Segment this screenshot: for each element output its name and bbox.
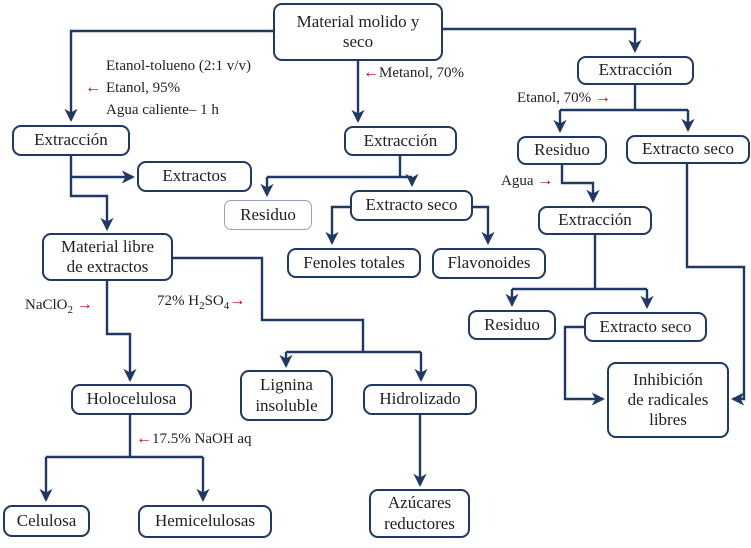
reagent-etanol-70: Etanol, 70% →: [517, 89, 611, 106]
node-hemicelulosas: Hemicelulosas: [138, 505, 272, 538]
edge-extseco-mid-to-flavonoides: [473, 207, 488, 243]
edge-extraccion-left-to-extractos: [71, 156, 133, 177]
red-arrow-left-icon: ←: [363, 64, 379, 81]
node-label: Lignina: [260, 375, 313, 395]
node-fenoles-totales: Fenoles totales: [287, 248, 421, 278]
red-arrow-right-icon: →: [76, 296, 93, 313]
reagent-group-left: [85, 55, 251, 121]
node-label: de extractos: [66, 257, 149, 276]
node-label: Material molido y: [296, 11, 420, 31]
reagent-metanol-70: ←Metanol, 70%: [363, 64, 464, 81]
node-extraccion-mid: Extracción: [344, 126, 457, 156]
edge-residuo-r1-to-extraccion2: [562, 165, 593, 201]
node-label: Azúcares: [387, 493, 452, 513]
node-label: libres: [649, 410, 687, 430]
red-arrow-left-icon: ←: [136, 430, 152, 447]
node-extracto-seco-right2: Extracto seco: [584, 312, 707, 342]
red-arrow-left-icon: ←: [85, 79, 101, 96]
red-arrow-right-icon: →: [537, 172, 554, 189]
node-label: Inhibición: [633, 369, 703, 389]
node-label: insoluble: [255, 395, 318, 415]
node-extraccion-right: Extracción: [577, 56, 694, 85]
reagent-agua: Agua →: [501, 172, 554, 189]
edge-extraccion-left-to-matlibre: [71, 177, 107, 229]
node-material-molido: [273, 3, 443, 61]
node-residuo-right2: Residuo: [468, 310, 556, 340]
node-residuo-mid: Residuo: [224, 200, 312, 230]
node-holocelulosa: Holocelulosa: [71, 384, 192, 415]
node-label: seco: [342, 32, 374, 51]
node-hidrolizado: Hidrolizado: [363, 384, 477, 415]
node-extracto-seco-right1: Extracto seco: [626, 135, 750, 164]
red-arrow-right-icon: →: [594, 89, 611, 106]
edge-matlibre-to-holocelulosa: [107, 281, 130, 380]
node-lignina-insoluble: [240, 370, 333, 421]
node-label: reductores: [384, 513, 455, 533]
node-extractos: Extractos: [137, 161, 252, 192]
reagent-etanol-95: ← Etanol, 95%: [85, 77, 251, 99]
node-residuo-right1: Residuo: [517, 136, 607, 165]
node-extraccion-right2: Extracción: [538, 206, 652, 235]
node-label: Material libre: [61, 236, 154, 256]
red-arrow-right-icon: →: [229, 292, 246, 309]
reagent-naclo2: NaClO$_2$ →: [25, 296, 93, 316]
reagent-etanol-tolueno: Etanol-tolueno (2:1 v/v): [106, 58, 251, 74]
node-material-libre: [42, 233, 173, 281]
reagent-naoh: ←17.5% NaOH aq: [136, 430, 252, 447]
node-flavonoides: Flavonoides: [432, 248, 546, 279]
node-celulosa: Celulosa: [3, 505, 90, 537]
edge-material-to-extraccion-right: [443, 29, 635, 51]
node-azucares-reductores: [369, 489, 470, 538]
node-label: de radicales: [627, 389, 709, 409]
node-extraccion-left: Extracción: [12, 125, 130, 156]
reagent-agua-caliente: Agua caliente– 1 h: [106, 102, 219, 118]
node-inhibicion-radicales: [607, 362, 729, 438]
edge-extseco-mid-to-fenoles: [332, 207, 350, 243]
reagent-h2so4: 72% $H_2SO_4\to$: [157, 292, 246, 312]
node-extracto-seco-mid: Extracto seco: [350, 190, 473, 221]
